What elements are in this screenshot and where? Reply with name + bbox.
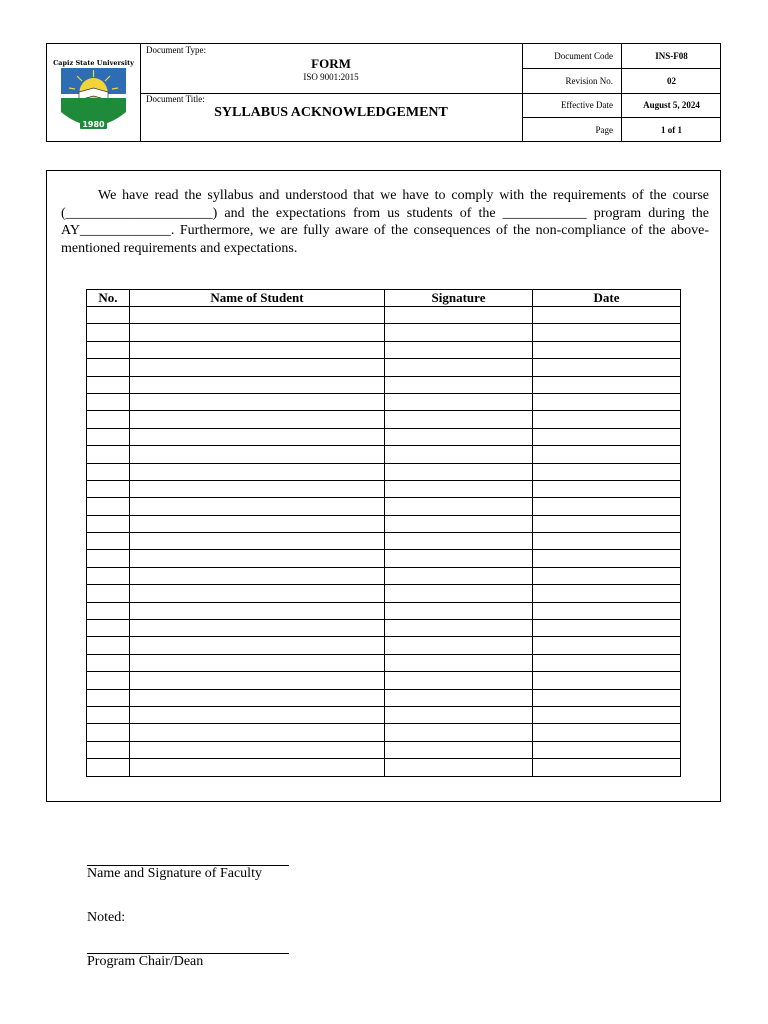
- meta-key: Page: [523, 118, 622, 142]
- cell-date[interactable]: [533, 689, 681, 706]
- cell-no[interactable]: [87, 411, 130, 428]
- cell-date[interactable]: [533, 706, 681, 723]
- cell-date[interactable]: [533, 515, 681, 532]
- cell-date[interactable]: [533, 724, 681, 741]
- cell-no[interactable]: [87, 480, 130, 497]
- cell-date[interactable]: [533, 550, 681, 567]
- cell-no[interactable]: [87, 324, 130, 341]
- acknowledgement-paragraph: [61, 187, 709, 257]
- iso-label: ISO 9001:2015: [303, 72, 359, 82]
- table-row: [87, 446, 681, 463]
- cell-name[interactable]: [130, 533, 385, 550]
- cell-no[interactable]: [87, 498, 130, 515]
- cell-date[interactable]: [533, 428, 681, 445]
- table-row: [87, 393, 681, 410]
- cell-no[interactable]: [87, 567, 130, 584]
- cell-date[interactable]: [533, 359, 681, 376]
- header-middle: [140, 44, 523, 141]
- cell-date[interactable]: [533, 759, 681, 776]
- meta-key: Document Code: [523, 44, 622, 68]
- university-logo: [47, 44, 140, 141]
- cell-date[interactable]: [533, 393, 681, 410]
- student-roster-table: [86, 289, 681, 777]
- cell-date[interactable]: [533, 376, 681, 393]
- table-row: [87, 359, 681, 376]
- table-row: [87, 654, 681, 671]
- cell-no[interactable]: [87, 759, 130, 776]
- cell-no[interactable]: [87, 376, 130, 393]
- table-body: [87, 307, 681, 777]
- cell-name[interactable]: [130, 585, 385, 602]
- cell-date[interactable]: [533, 620, 681, 637]
- cell-date[interactable]: [533, 741, 681, 758]
- cell-signature[interactable]: [385, 446, 533, 463]
- cell-name[interactable]: [130, 637, 385, 654]
- table-row: [87, 741, 681, 758]
- cell-signature[interactable]: [385, 411, 533, 428]
- cell-name[interactable]: [130, 480, 385, 497]
- cell-date[interactable]: [533, 307, 681, 324]
- meta-value: August 5, 2024: [643, 100, 700, 110]
- cell-signature[interactable]: [385, 359, 533, 376]
- cell-name[interactable]: [130, 307, 385, 324]
- cell-signature[interactable]: [385, 515, 533, 532]
- table-row: [87, 672, 681, 689]
- cell-signature[interactable]: [385, 428, 533, 445]
- cell-no[interactable]: [87, 724, 130, 741]
- cell-signature[interactable]: [385, 550, 533, 567]
- cell-name[interactable]: [130, 359, 385, 376]
- cell-no[interactable]: [87, 637, 130, 654]
- cell-signature[interactable]: [385, 480, 533, 497]
- cell-name[interactable]: [130, 411, 385, 428]
- chair-signature-label: Program Chair/Dean: [87, 954, 204, 969]
- cell-date[interactable]: [533, 341, 681, 358]
- cell-date[interactable]: [533, 567, 681, 584]
- cell-date[interactable]: [533, 463, 681, 480]
- table-row: [87, 550, 681, 567]
- table-row: [87, 480, 681, 497]
- cell-date[interactable]: [533, 672, 681, 689]
- cell-no[interactable]: [87, 550, 130, 567]
- meta-value: 1 of 1: [661, 125, 682, 135]
- cell-no[interactable]: [87, 741, 130, 758]
- cell-signature[interactable]: [385, 759, 533, 776]
- cell-name[interactable]: [130, 567, 385, 584]
- cell-name[interactable]: [130, 620, 385, 637]
- table-row: [87, 585, 681, 602]
- table-row: [87, 324, 681, 341]
- cell-signature[interactable]: [385, 393, 533, 410]
- meta-row-document-code: [523, 44, 720, 69]
- document-type-label: Document Type:: [146, 45, 206, 55]
- cell-name[interactable]: [130, 689, 385, 706]
- cell-signature[interactable]: [385, 567, 533, 584]
- meta-value: INS-F08: [655, 51, 688, 61]
- table-row: [87, 689, 681, 706]
- cell-name[interactable]: [130, 498, 385, 515]
- cell-signature[interactable]: [385, 341, 533, 358]
- table-row: [87, 759, 681, 776]
- cell-no[interactable]: [87, 341, 130, 358]
- cell-signature[interactable]: [385, 620, 533, 637]
- cell-date[interactable]: [533, 411, 681, 428]
- cell-name[interactable]: [130, 428, 385, 445]
- cell-signature[interactable]: [385, 689, 533, 706]
- cell-name[interactable]: [130, 550, 385, 567]
- cell-name[interactable]: [130, 376, 385, 393]
- cell-name[interactable]: [130, 446, 385, 463]
- cell-name[interactable]: [130, 341, 385, 358]
- cell-signature[interactable]: [385, 533, 533, 550]
- column-header-no: No.: [87, 290, 130, 307]
- meta-row-revision: [523, 69, 720, 94]
- cell-no[interactable]: [87, 393, 130, 410]
- document-header: [46, 43, 721, 142]
- cell-no[interactable]: [87, 428, 130, 445]
- table-row: [87, 567, 681, 584]
- cell-date[interactable]: [533, 585, 681, 602]
- table-row: [87, 515, 681, 532]
- cell-date[interactable]: [533, 637, 681, 654]
- meta-value: 02: [667, 76, 676, 86]
- cell-signature[interactable]: [385, 741, 533, 758]
- table-row: [87, 376, 681, 393]
- cell-date[interactable]: [533, 446, 681, 463]
- cell-name[interactable]: [130, 324, 385, 341]
- cell-signature[interactable]: [385, 585, 533, 602]
- cell-name[interactable]: [130, 741, 385, 758]
- table-row: [87, 724, 681, 741]
- logo-university-text: Capiz State University: [53, 59, 134, 67]
- faculty-signature-label: Name and Signature of Faculty: [87, 866, 262, 881]
- logo-cell: [47, 44, 141, 141]
- cell-no[interactable]: [87, 533, 130, 550]
- cell-no[interactable]: [87, 585, 130, 602]
- cell-no[interactable]: [87, 706, 130, 723]
- table-row: [87, 602, 681, 619]
- logo-year-text: 1980: [82, 120, 105, 129]
- cell-name[interactable]: [130, 654, 385, 671]
- table-row: [87, 307, 681, 324]
- cell-name[interactable]: [130, 515, 385, 532]
- table-row: [87, 341, 681, 358]
- cell-signature[interactable]: [385, 706, 533, 723]
- cell-date[interactable]: [533, 498, 681, 515]
- cell-signature[interactable]: [385, 672, 533, 689]
- table-row: [87, 620, 681, 637]
- cell-no[interactable]: [87, 515, 130, 532]
- meta-row-effective-date: [523, 93, 720, 118]
- table-row: [87, 463, 681, 480]
- document-title-label: Document Title:: [146, 94, 205, 104]
- header-meta: [523, 44, 720, 141]
- cell-no[interactable]: [87, 307, 130, 324]
- cell-date[interactable]: [533, 324, 681, 341]
- cell-name[interactable]: [130, 672, 385, 689]
- cell-name[interactable]: [130, 706, 385, 723]
- document-title: SYLLABUS ACKNOWLEDGEMENT: [214, 105, 448, 120]
- cell-signature[interactable]: [385, 498, 533, 515]
- cell-signature[interactable]: [385, 654, 533, 671]
- cell-no[interactable]: [87, 602, 130, 619]
- cell-name[interactable]: [130, 393, 385, 410]
- meta-key: Revision No.: [523, 69, 622, 93]
- column-header-signature: Signature: [385, 290, 533, 307]
- cell-signature[interactable]: [385, 724, 533, 741]
- table-row: [87, 428, 681, 445]
- cell-signature[interactable]: [385, 376, 533, 393]
- paragraph-text: We have read the syllabus and understood that we have to comply with the requirements of the course (_____________________) and the expectations from us students of the ____________ program during the AY_____________. Furthermore, we are fully aware of the consequences of the non-compliance of the above-mentioned requirements and expectations.: [61, 188, 709, 256]
- form-title: FORM: [311, 56, 351, 71]
- table-row: [87, 706, 681, 723]
- cell-date[interactable]: [533, 602, 681, 619]
- cell-no[interactable]: [87, 463, 130, 480]
- cell-signature[interactable]: [385, 307, 533, 324]
- cell-signature[interactable]: [385, 637, 533, 654]
- noted-label: Noted:: [87, 910, 126, 925]
- cell-date[interactable]: [533, 654, 681, 671]
- cell-no[interactable]: [87, 689, 130, 706]
- meta-key: Effective Date: [523, 93, 622, 117]
- table-row: [87, 637, 681, 654]
- cell-no[interactable]: [87, 672, 130, 689]
- cell-no[interactable]: [87, 359, 130, 376]
- cell-name[interactable]: [130, 602, 385, 619]
- cell-date[interactable]: [533, 533, 681, 550]
- document-type-block: [140, 44, 522, 94]
- cell-name[interactable]: [130, 759, 385, 776]
- cell-signature[interactable]: [385, 463, 533, 480]
- meta-row-page: [523, 118, 720, 142]
- column-header-name: Name of Student: [130, 290, 385, 307]
- table-row: [87, 498, 681, 515]
- cell-name[interactable]: [130, 724, 385, 741]
- cell-name[interactable]: [130, 463, 385, 480]
- cell-no[interactable]: [87, 620, 130, 637]
- column-header-date: Date: [533, 290, 681, 307]
- cell-signature[interactable]: [385, 602, 533, 619]
- cell-no[interactable]: [87, 446, 130, 463]
- cell-signature[interactable]: [385, 324, 533, 341]
- cell-no[interactable]: [87, 654, 130, 671]
- table-row: [87, 533, 681, 550]
- table-header-row: [87, 290, 681, 307]
- acknowledgement-box: [46, 170, 721, 802]
- cell-date[interactable]: [533, 480, 681, 497]
- table-row: [87, 411, 681, 428]
